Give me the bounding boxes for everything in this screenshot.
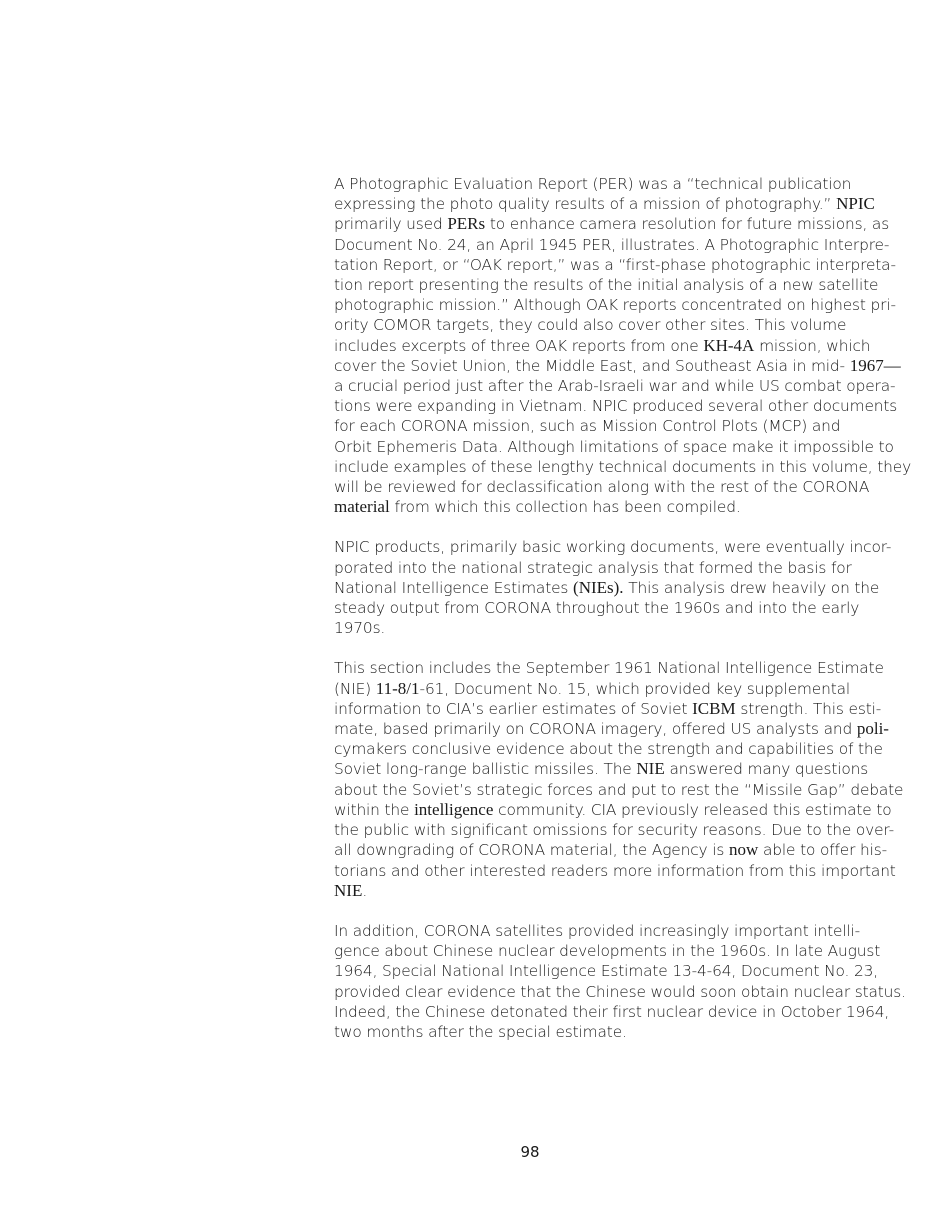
text-line <box>334 698 882 719</box>
body-text <box>334 174 912 1062</box>
page-number: 98 <box>520 1143 540 1161</box>
text-segment: community. CIA previously released this estimate to <box>493 800 892 819</box>
text-line <box>334 739 883 759</box>
text-segment: all downgrading of CORONA material, the Agency is <box>334 841 729 860</box>
text-segment: -61, Document No. 15, which provided key supplemental <box>419 679 850 698</box>
text-segment: mate, based primarily on CORONA imagery, offered US analysts and <box>334 720 857 739</box>
text-line <box>334 396 898 416</box>
text-line <box>334 679 874 699</box>
text-line <box>334 416 874 436</box>
text-line <box>334 658 884 678</box>
serif-text-segment: NPIC <box>836 194 875 214</box>
text-line <box>334 881 874 901</box>
serif-text-segment: NIE <box>636 759 665 779</box>
text-segment: to enhance camera resolution for future missions, as <box>485 215 890 234</box>
text-line <box>334 194 874 214</box>
text-line <box>334 255 896 275</box>
text-segment: National Intelligence Estimates <box>334 578 574 597</box>
text-line <box>334 1022 874 1042</box>
text-segment: tion report presenting the results of the initial analysis of a new satellite <box>334 276 879 295</box>
text-segment: strength. This esti- <box>735 699 882 718</box>
text-line <box>334 437 894 457</box>
text-segment: answered many questions <box>664 760 869 779</box>
serif-text-segment: poli- <box>856 719 889 739</box>
text-segment: This section includes the September 1961 National Intelligence Estimate <box>334 659 884 678</box>
serif-text-segment: material <box>334 497 390 517</box>
serif-text-segment: intelligence <box>414 799 494 819</box>
text-segment: within the <box>334 800 415 819</box>
text-line <box>334 618 874 638</box>
text-line <box>334 477 874 497</box>
text-segment: porated into the national strategic analysis that formed the basis for <box>334 558 852 577</box>
text-segment: will be reviewed for declassification along with the rest of the CORONA <box>334 478 870 497</box>
text-segment: from which this collection has been compiled. <box>389 498 741 517</box>
text-line <box>334 275 879 295</box>
paragraph-1 <box>334 174 912 517</box>
text-line <box>334 577 880 598</box>
text-segment: primarily used <box>334 215 448 234</box>
text-line <box>334 921 874 941</box>
text-line <box>334 941 881 961</box>
text-segment: 1970s. <box>334 619 386 638</box>
text-segment: torians and other interested readers more information from this important <box>334 861 896 880</box>
text-line <box>334 799 892 820</box>
text-segment: (NIE) <box>334 679 376 698</box>
text-segment: ority COMOR targets, they could also cover other sites. This volume <box>334 316 847 335</box>
text-line <box>334 235 890 255</box>
text-segment: photographic mission.” Although OAK reports concentrated on highest pri- <box>334 296 896 315</box>
text-line <box>334 840 888 860</box>
text-line <box>334 214 890 234</box>
text-segment: include examples of these lengthy technical documents in this volume, they <box>334 457 912 476</box>
text-line <box>334 598 874 618</box>
text-line <box>334 759 874 779</box>
text-line <box>334 376 896 396</box>
text-segment: tions were expanding in Vietnam. NPIC produced several other documents <box>334 397 898 416</box>
text-line <box>334 719 889 739</box>
text-segment: Orbit Ephemeris Data. Although limitations of space make it impossible to <box>334 437 894 456</box>
text-segment: This analysis drew heavily on the <box>623 578 880 597</box>
text-line <box>334 558 874 578</box>
text-line <box>334 336 874 356</box>
text-segment: information to CIA’s earlier estimates of Soviet <box>334 699 693 718</box>
text-segment: A Photographic Evaluation Report (PER) was a “technical publication <box>334 175 852 193</box>
text-line <box>334 295 896 315</box>
text-segment: able to offer his- <box>758 841 888 860</box>
text-line <box>334 780 904 800</box>
text-segment: Soviet long-range ballistic missiles. The <box>334 760 637 779</box>
text-segment: a crucial period just after the Arab-Israeli war and while US combat opera- <box>334 377 896 396</box>
text-segment: about the Soviet’s strategic forces and put to rest the “Missile Gap” debate <box>334 780 904 799</box>
paragraph-4 <box>334 921 906 1042</box>
serif-text-segment: (NIEs). <box>573 577 624 597</box>
text-line <box>334 174 874 194</box>
text-segment: mission, which <box>754 336 871 355</box>
text-segment: . <box>362 881 368 900</box>
text-segment: includes excerpts of three OAK reports from one <box>334 336 704 355</box>
text-segment: Indeed, the Chinese detonated their first nuclear device in October 1964, <box>334 1002 890 1021</box>
text-line <box>334 861 896 881</box>
text-segment: cover the Soviet Union, the Middle East, and Southeast Asia in mid- <box>334 356 850 375</box>
serif-text-segment: 11-8/1 <box>375 678 420 698</box>
text-segment: 1964, Special National Intelligence Estimate 13-4-64, Document No. 23, <box>334 962 878 981</box>
text-segment: Document No. 24, an April 1945 PER, illustrates. A Photographic Interpre- <box>334 235 890 254</box>
serif-text-segment: NIE <box>334 880 363 900</box>
serif-text-segment: now <box>728 840 759 860</box>
text-segment: two months after the special estimate. <box>334 1022 627 1041</box>
text-segment: the public with significant omissions for security reasons. Due to the over- <box>334 821 895 840</box>
text-line <box>334 537 892 557</box>
serif-text-segment: KH-4A <box>703 335 755 355</box>
paragraph-2 <box>334 537 892 638</box>
text-segment: for each CORONA mission, such as Mission Control Plots (MCP) and <box>334 417 841 436</box>
text-segment: gence about Chinese nuclear developments in the 1960s. In late August <box>334 942 881 961</box>
text-line <box>334 1002 890 1022</box>
text-line <box>334 961 878 981</box>
serif-text-segment: PERs <box>447 214 486 234</box>
text-line <box>334 497 874 517</box>
text-line <box>334 457 912 477</box>
serif-text-segment: 1967— <box>849 355 901 375</box>
paragraph-3 <box>334 658 904 900</box>
text-segment: cymakers conclusive evidence about the strength and capabilities of the <box>334 740 883 759</box>
text-segment: provided clear evidence that the Chinese would soon obtain nuclear status. <box>334 982 906 1001</box>
text-segment: NPIC products, primarily basic working documents, were eventually incor- <box>334 538 892 557</box>
text-line <box>334 315 874 335</box>
serif-text-segment: ICBM <box>692 698 736 718</box>
text-segment: In addition, CORONA satellites provided increasingly important intelli- <box>334 921 861 940</box>
text-segment: tation Report, or “OAK report,” was a “first-phase photographic interpreta- <box>334 255 896 274</box>
text-segment: expressing the photo quality results of a mission of photography.” <box>334 195 837 214</box>
text-line <box>334 820 895 840</box>
text-line <box>334 982 906 1002</box>
text-segment: steady output from CORONA throughout the 1960s and into the early <box>334 599 860 618</box>
text-line <box>334 355 901 376</box>
